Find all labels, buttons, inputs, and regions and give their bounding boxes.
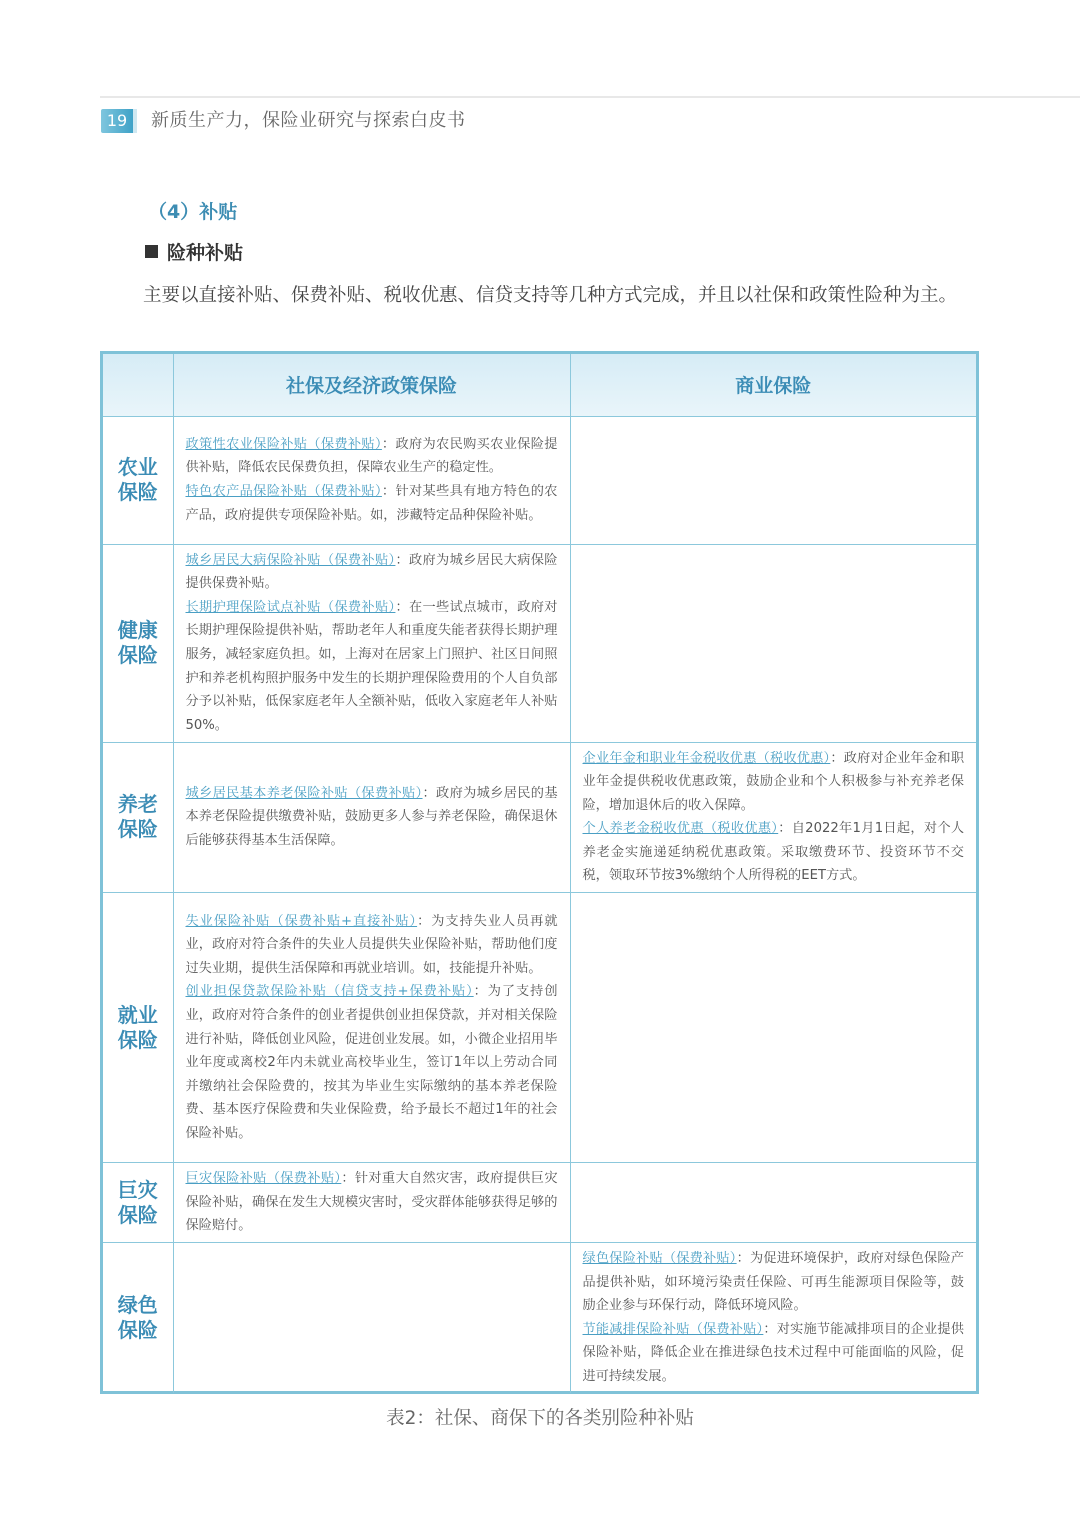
subsidy-item — [186, 782, 558, 853]
subsidy-item-text: ：为促进环境保护，政府对绿色保险产品提供补贴，如环境污染责任保险、可再生能源项目保险等，鼓励企业参与环保行动，降低环境风险。 — [582, 1251, 964, 1314]
page-number: 19 — [101, 109, 133, 133]
subsidy-item-link[interactable]: 创业担保贷款保险补贴（信贷支持+保费补贴） — [185, 984, 474, 1000]
cell-commercial — [570, 416, 976, 544]
row-category-line: 保险 — [117, 643, 158, 667]
subsidy-item-text: ：政府为城乡居民的基本养老保险提供缴费补贴，鼓励更多人参与养老保险，确保退休后能够获得基本生活保障。 — [185, 785, 558, 849]
cell-commercial — [570, 1243, 976, 1393]
subsidy-item-link[interactable]: 特色农产品保险补贴（保费补贴） — [185, 484, 382, 499]
row-category — [103, 544, 173, 742]
header-rule — [100, 96, 1080, 98]
row-category-line: 保险 — [117, 1317, 158, 1342]
subsidy-item-text: ：自2022年1月1日起，对个人养老金实施递延纳税优惠政策。采取缴费环节、投资环节不交税，领取环节按3%缴纳个人所得税的EET方式。 — [582, 821, 965, 884]
table-row — [103, 416, 976, 544]
subsidy-item — [583, 1247, 965, 1318]
row-category — [103, 742, 173, 893]
row-category-line: 健康 — [117, 618, 158, 642]
subsidy-item-link[interactable]: 企业年金和职业年金税收优惠（税收优惠） — [582, 750, 831, 766]
table-row — [103, 544, 976, 742]
row-category-line: 农业 — [117, 455, 158, 479]
subsidy-item-text: ：在一些试点城市，政府对长期护理保险提供补贴，帮助老年人和重度失能者获得长期护理服务，减轻家庭负担。如，上海对在居家上门照护、社区日间照护和养老机构照护服务中发生的长期护理保险费用的个人自负部分予以补贴，低保家庭老年人全额补贴，低收入家庭老年人补贴50%。 — [185, 599, 558, 733]
cell-commercial — [570, 893, 976, 1163]
subsidy-item — [186, 480, 558, 527]
subsidy-item — [186, 433, 558, 480]
row-category — [103, 893, 173, 1163]
subsidy-item-text: ：政府对企业年金和职业年金提供税收优惠政策，鼓励企业和个人积极参与补充养老保险，增加退休后的收入保障。 — [582, 750, 965, 813]
subsidy-item — [583, 747, 965, 818]
subsidy-item-link[interactable]: 城乡居民大病保险补贴（保费补贴） — [185, 552, 396, 568]
table-row — [103, 742, 976, 893]
subsidy-item-link[interactable]: 绿色保险补贴（保费补贴） — [582, 1251, 737, 1267]
subsidy-item-text: ：针对某些具有地方特色的农产品，政府提供专项保险补贴。如，涉藏特定品种保险补贴。 — [185, 484, 558, 523]
sub-heading-text: 险种补贴 — [167, 242, 244, 264]
subsidy-item-text: ：为了支持创业，政府对符合条件的创业者提供创业担保贷款，并对相关保险进行补贴，降低创业风险，促进创业发展。如，小微企业招用毕业年度或离校2年内未就业高校毕业生，签订1年以上劳动合同并缴纳社会保险费的，按其为毕业生实际缴纳的基本养老保险费、基本医疗保险费和失业保险费，给予最长不超过1年的社会保险补贴。 — [185, 984, 558, 1141]
intro-paragraph: 主要以直接补贴、保费补贴、税收优惠、信贷支持等几种方式完成，并且以社保和政策性险种为主。 — [143, 285, 958, 306]
sub-heading — [145, 240, 243, 266]
subsidy-item-link[interactable]: 长期护理保险试点补贴（保费补贴） — [185, 599, 396, 615]
table-body — [103, 416, 976, 1393]
cell-social — [173, 742, 570, 893]
cell-social — [173, 1163, 570, 1243]
subsidy-item-link[interactable]: 城乡居民基本养老保险补贴（保费补贴） — [185, 785, 423, 801]
row-category-line: 保险 — [117, 817, 158, 842]
cell-social — [173, 416, 570, 544]
subsidy-item — [186, 549, 558, 596]
subsidy-item — [186, 1167, 558, 1238]
row-category-line: 养老 — [117, 792, 158, 817]
cell-social — [173, 1243, 570, 1393]
table-caption: 表2：社保、商保下的各类别险种补贴 — [386, 1408, 694, 1429]
subsidy-item — [583, 817, 965, 888]
cell-social — [173, 544, 570, 742]
subsidy-item — [583, 1318, 965, 1389]
square-bullet-icon — [145, 245, 158, 258]
row-category-line: 保险 — [117, 1202, 158, 1227]
subsidy-item — [186, 596, 558, 738]
subsidy-item-text: ：针对重大自然灾害，政府提供巨灾保险补贴，确保在发生大规模灾害时，受灾群体能够获得足够的保险赔付。 — [185, 1171, 558, 1234]
cell-commercial — [570, 742, 976, 893]
table-row — [103, 893, 976, 1163]
subsidy-item-text: ：政府为城乡居民大病保险提供保费补贴。 — [185, 552, 558, 592]
subsidy-table — [100, 351, 979, 1394]
section-heading: （4）补贴 — [148, 201, 238, 223]
subsidy-item-text: ：对实施节能减排项目的企业提供保险补贴，降低企业在推进绿色技术过程中可能面临的风险，促进可持续发展。 — [582, 1321, 964, 1385]
cell-commercial — [570, 544, 976, 742]
table-row — [103, 1163, 976, 1243]
subsidy-item-link[interactable]: 失业保险补贴（保费补贴+直接补贴） — [185, 913, 418, 929]
row-category — [103, 1243, 173, 1393]
row-category-line: 保险 — [117, 480, 158, 504]
row-category — [103, 416, 173, 544]
row-category-line: 绿色 — [117, 1292, 158, 1317]
subsidy-item-link[interactable]: 节能减排保险补贴（保费补贴） — [582, 1321, 764, 1337]
cell-social — [173, 893, 570, 1163]
column-header-commercial: 商业保险 — [570, 354, 976, 416]
column-header-social: 社保及经济政策保险 — [173, 354, 570, 416]
document-title: 新质生产力，保险业研究与探索白皮书 — [151, 110, 466, 131]
row-category-line: 就业 — [117, 1002, 158, 1027]
subsidy-item-link[interactable]: 政策性农业保险补贴（保费补贴） — [185, 436, 382, 452]
table-corner-cell — [103, 354, 173, 416]
subsidy-item-text: ：政府为农民购买农业保险提供补贴，降低农民保费负担，保障农业生产的稳定性。 — [185, 436, 558, 476]
subsidy-item — [186, 910, 558, 981]
row-category — [103, 1163, 173, 1243]
subsidy-item-link[interactable]: 个人养老金税收优惠（税收优惠） — [582, 821, 779, 837]
row-category-line: 保险 — [117, 1027, 158, 1052]
subsidy-item — [186, 980, 558, 1145]
row-category-line: 巨灾 — [117, 1177, 158, 1202]
cell-commercial — [570, 1163, 976, 1243]
subsidy-item-link[interactable]: 巨灾保险补贴（保费补贴） — [185, 1171, 342, 1187]
table-row — [103, 1243, 976, 1393]
subsidy-item-text: ：为支持失业人员再就业，政府对符合条件的失业人员提供失业保险补贴，帮助他们度过失业期，提供生活保障和再就业培训。如，技能提升补贴。 — [185, 913, 558, 976]
